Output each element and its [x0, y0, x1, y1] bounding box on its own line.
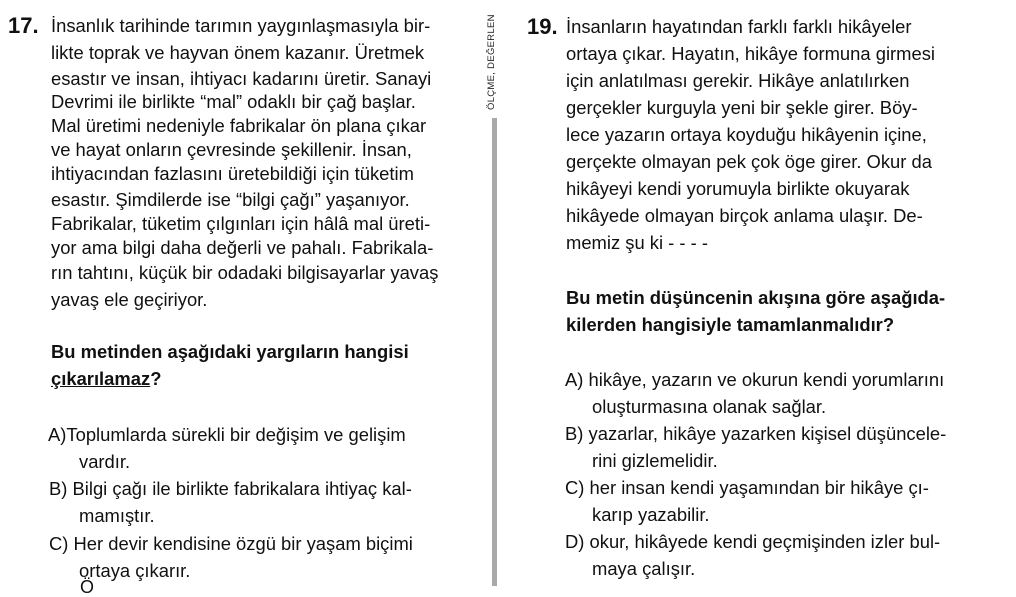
passage-line: Mal üretimi nedeniyle fabrikalar ön plana çıkar	[51, 115, 427, 136]
option-letter: C)	[565, 477, 585, 498]
passage-line: yavaş ele geçiriyor.	[51, 289, 208, 310]
option-line	[565, 474, 929, 501]
option-text: yazarlar, hikâye yazarken kişisel düşüncele-	[588, 423, 947, 444]
passage-line: ihtiyacından fazlasını üretebildiği için tüketim	[51, 163, 414, 184]
passage-line: esastır ve insan, ihtiyacı kadarını üretir. Sanayi	[51, 68, 432, 89]
option-text: Bilgi çağı ile birlikte fabrikalara ihtiyaç kal-	[72, 478, 412, 499]
option-line	[565, 528, 940, 555]
option-letter: A)	[48, 424, 67, 445]
option-text: Her devir kendisine özgü bir yaşam biçimi	[73, 533, 413, 554]
passage-line: için anlatılması gerekir. Hikâye anlatılırken	[566, 70, 910, 91]
option-letter: B)	[49, 478, 68, 499]
option-line: oluşturmasına olanak sağlar.	[592, 396, 827, 417]
passage-line: gerçekte olmayan pek çok öge girer. Okur da	[566, 151, 932, 172]
passage-line: hikâyede olmayan birçok anlama ulaşır. De-	[566, 205, 923, 226]
option-line	[49, 530, 413, 557]
passage-line: ortaya çıkar. Hayatın, hikâye formuna girmesi	[566, 43, 935, 64]
option-line	[565, 366, 944, 393]
option-line: rini gizlemelidir.	[592, 450, 718, 471]
option-text: Toplumlarda sürekli bir değişim ve gelişim	[66, 424, 406, 445]
option-letter: C)	[49, 533, 69, 554]
option-text: hikâye, yazarın ve okurun kendi yorumlarını	[588, 369, 945, 390]
passage-line: esastır. Şimdilerde ise “bilgi çağı” yaşanıyor.	[51, 189, 410, 210]
option-letter: A)	[565, 369, 584, 390]
option-line	[565, 420, 946, 447]
question-stem: Bu metinden aşağıdaki yargıların hangisi	[51, 341, 409, 362]
passage-line: lece yazarın ortaya koyduğu hikâyenin içine,	[566, 124, 927, 145]
question-number: 19.	[527, 14, 558, 39]
passage-line: likte toprak ve hayvan önem kazanır. Üretmek	[51, 42, 425, 63]
cut-off-option	[80, 577, 96, 597]
passage-line: ve hayat onların çevresinde şekillenir. İnsan,	[51, 139, 412, 160]
question-stem: Bu metin düşüncenin akışına göre aşağıda-	[566, 287, 946, 308]
passage-line: hikâyeyi kendi yorumuyla birlikte okuyarak	[566, 178, 910, 199]
option-line: vardır.	[79, 451, 131, 472]
passage-line: Fabrikalar, tüketim çılgınları için hâlâ mal üreti-	[51, 213, 431, 234]
passage-line: yor ama bilgi daha değerli ve pahalı. Fabrikala-	[51, 237, 434, 258]
option-line	[49, 475, 412, 502]
passage-line: Devrimi ile birlikte “mal” odaklı bir çağ başlar.	[51, 91, 416, 112]
option-text: her insan kendi yaşamından bir hikâye çı-	[589, 477, 929, 498]
passage-line: memiz şu ki - - - -	[566, 232, 709, 253]
option-line: maya çalışır.	[592, 558, 696, 579]
option-letter: D)	[565, 531, 585, 552]
side-label: ÖLÇME, DEĞERLEN	[486, 14, 497, 110]
option-line: karıp yazabilir.	[592, 504, 710, 525]
option-letter: B)	[565, 423, 584, 444]
passage-line: rın tahtını, küçük bir odadaki bilgisayarlar yavaş	[51, 262, 439, 283]
passage-line: gerçekler kurguyla yeni bir şekle girer. Böy-	[566, 97, 918, 118]
cut-off-glyph: Ö	[80, 577, 95, 597]
question-stem-line2	[51, 365, 161, 392]
option-line	[48, 421, 406, 448]
option-text: okur, hikâyede kendi geçmişinden izler bul-	[589, 531, 941, 552]
passage-line: İnsanların hayatından farklı farklı hikâyeler	[566, 16, 912, 37]
negative-keyword: çıkarılamaz	[51, 368, 151, 389]
option-line: ortaya çıkarır.	[79, 560, 191, 581]
option-line: mamıştır.	[79, 505, 155, 526]
question-mark: ?	[150, 368, 162, 389]
column-divider	[492, 118, 497, 586]
passage-line: İnsanlık tarihinde tarımın yaygınlaşmasıyla bir-	[51, 15, 431, 36]
question-stem-line2: kilerden hangisiyle tamamlanmalıdır?	[566, 314, 895, 335]
question-number: 17.	[8, 13, 39, 38]
